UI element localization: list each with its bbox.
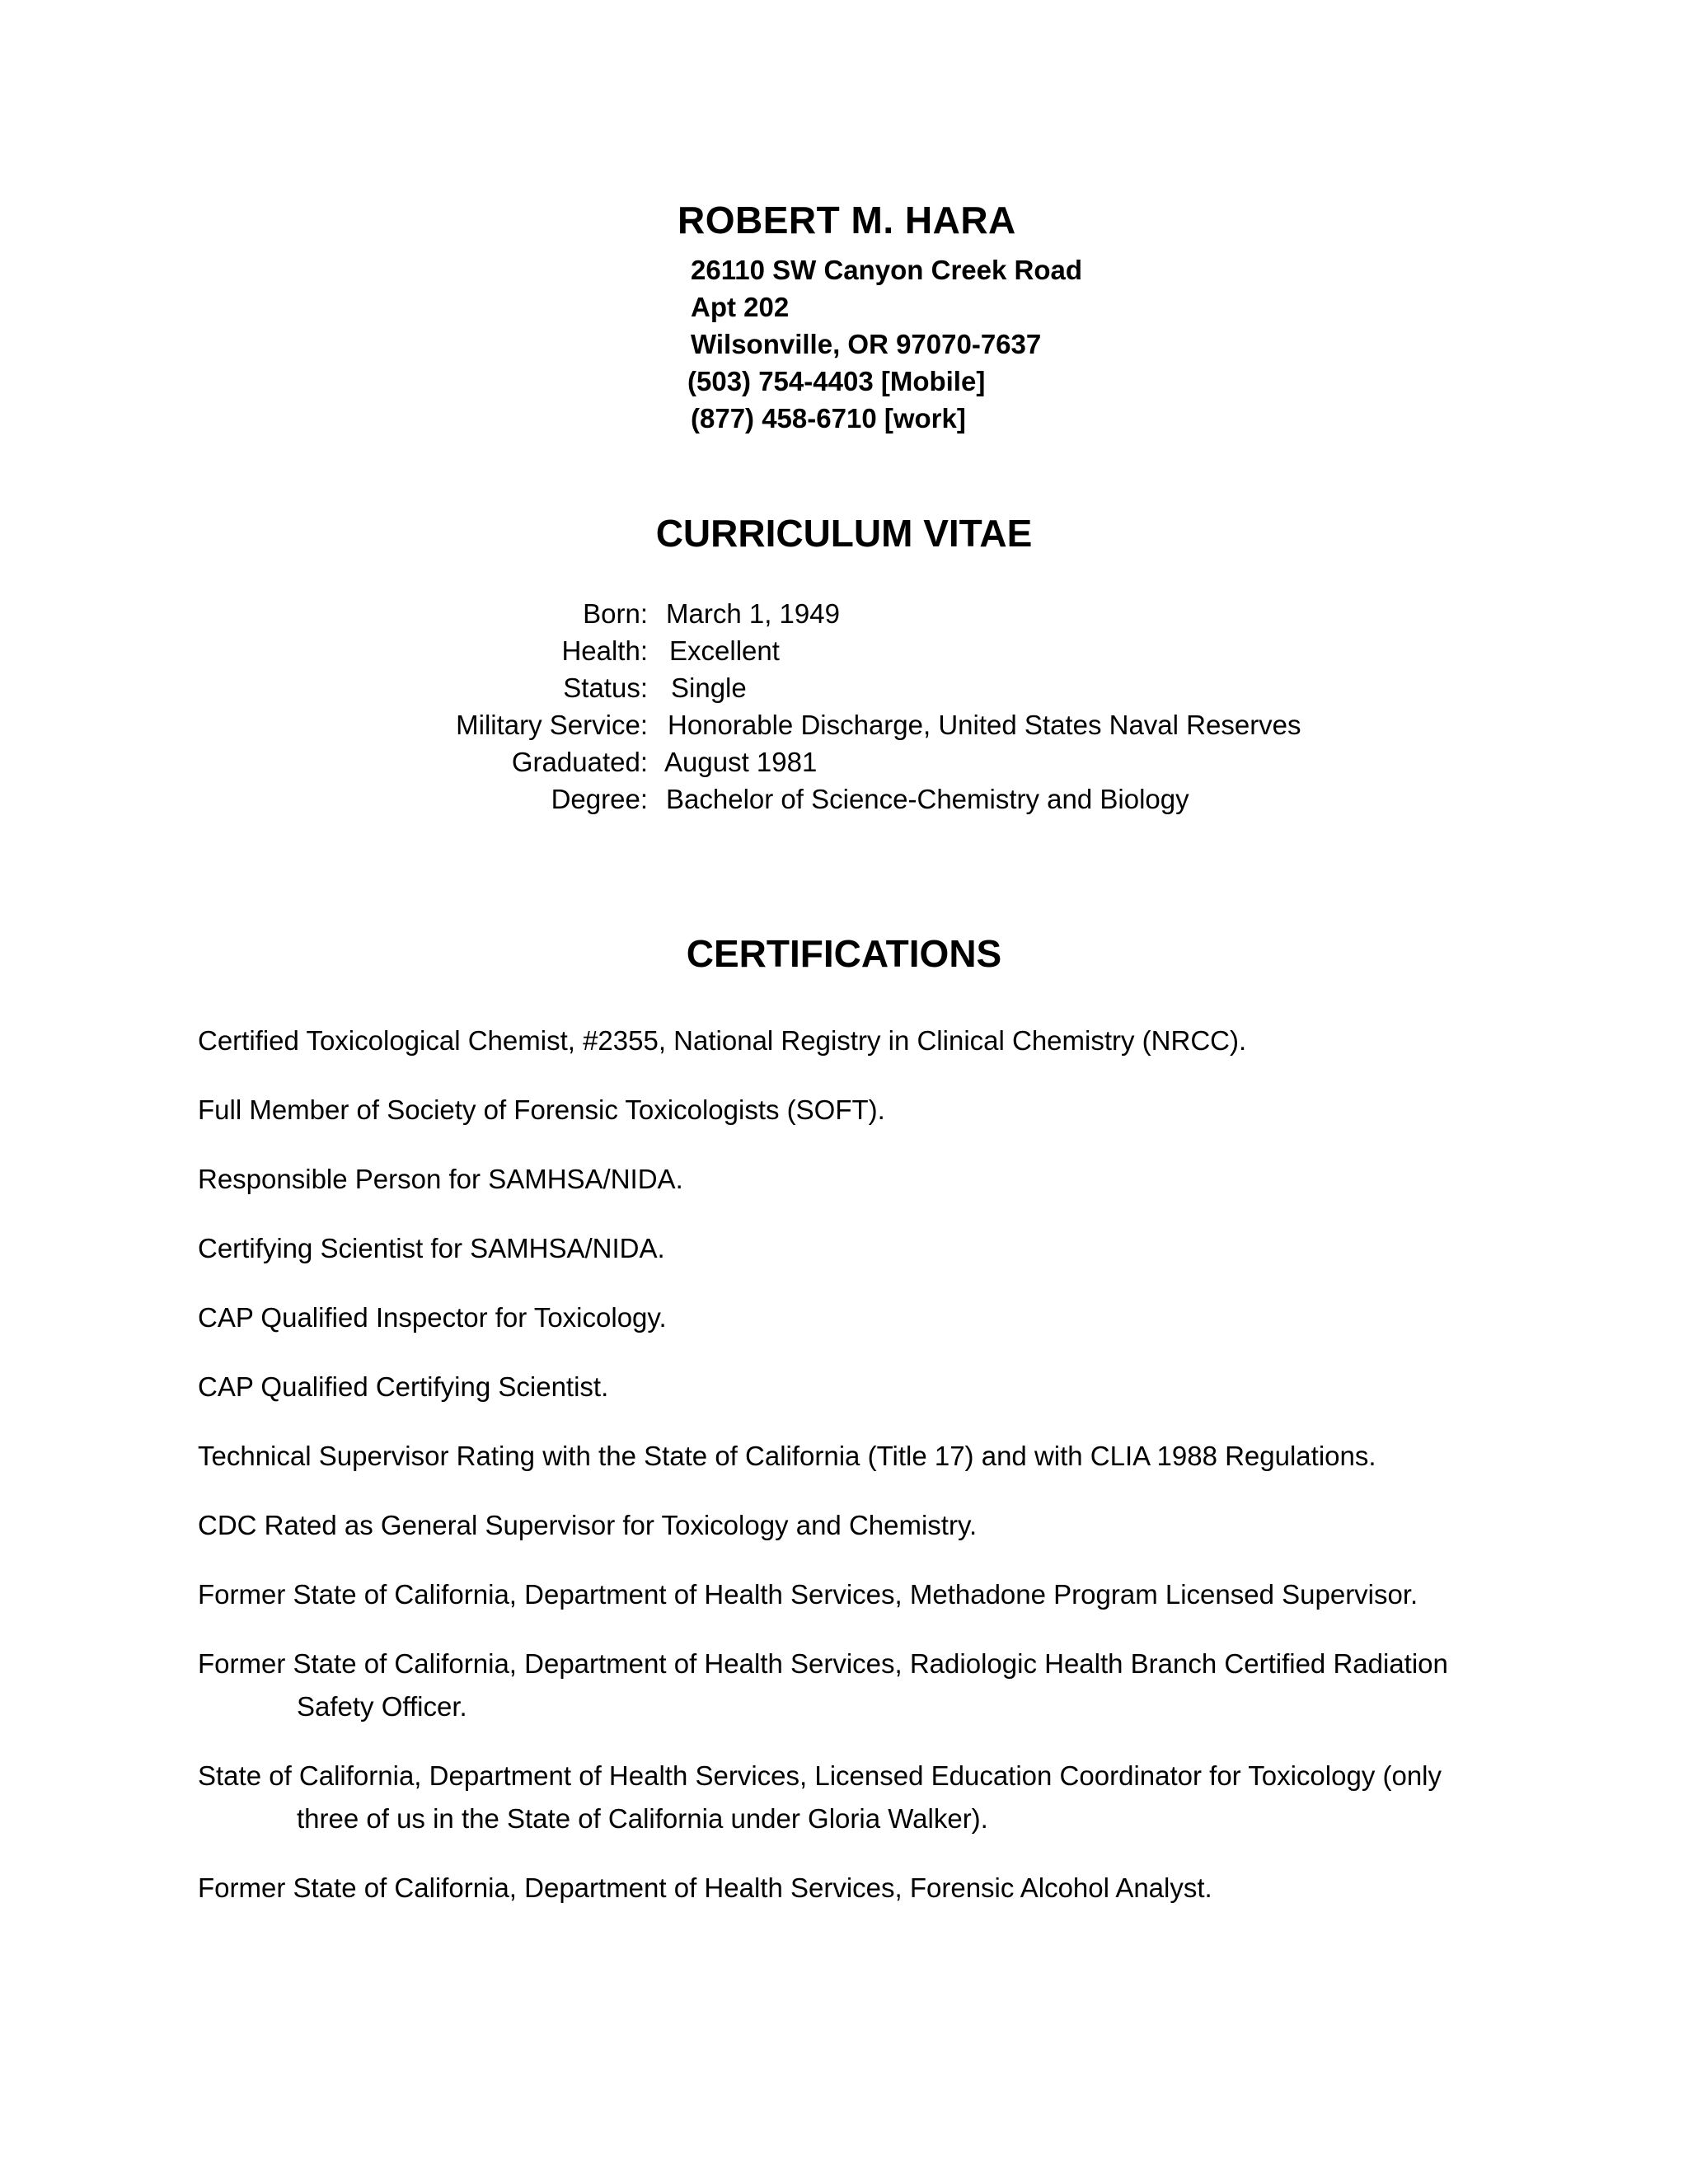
- list-item: [198, 1755, 1517, 1840]
- info-row-born: [0, 595, 1688, 632]
- info-value: March 1, 1949: [666, 598, 840, 629]
- personal-info: [0, 595, 1688, 818]
- cert-text: State of California, Department of Health Services, Licensed Education Coordinator for Toxicology (only: [198, 1760, 1442, 1791]
- cert-text: Former State of California, Department of Health Services, Methadone Program Licensed Supervisor.: [198, 1579, 1418, 1610]
- applicant-name: ROBERT M. HARA: [678, 199, 1016, 241]
- cert-text: Former State of California, Department of Health Services, Forensic Alcohol Analyst.: [198, 1872, 1212, 1903]
- info-label: Military Service:: [456, 710, 648, 740]
- list-item: [198, 1643, 1517, 1728]
- info-label: Born:: [583, 598, 648, 629]
- info-value: August 1981: [664, 747, 818, 777]
- list-item: [198, 1227, 1517, 1270]
- info-row-military: [0, 706, 1688, 743]
- phone-work: (877) 458-6710 [work]: [691, 403, 966, 434]
- cert-text: Certifying Scientist for SAMHSA/NIDA.: [198, 1233, 665, 1263]
- certifications-title: CERTIFICATIONS: [686, 932, 1002, 975]
- certifications-list: [198, 1019, 1517, 1936]
- list-item: [198, 1296, 1517, 1339]
- cv-title: CURRICULUM VITAE: [655, 512, 1033, 555]
- info-label: Graduated:: [511, 747, 648, 777]
- address-apartment: Apt 202: [691, 292, 790, 322]
- info-row-status: [0, 669, 1688, 706]
- info-row-health: [0, 632, 1688, 669]
- cert-text: Responsible Person for SAMHSA/NIDA.: [198, 1164, 683, 1194]
- info-row-graduated: [0, 743, 1688, 780]
- list-item: [198, 1366, 1517, 1408]
- address-street: 26110 SW Canyon Creek Road: [691, 255, 1083, 285]
- list-item: [198, 1089, 1517, 1132]
- info-value: Bachelor of Science-Chemistry and Biology: [666, 784, 1189, 814]
- info-value: Honorable Discharge, United States Naval Reserves: [668, 710, 1301, 740]
- phone-mobile: (503) 754-4403 [Mobile]: [687, 366, 986, 396]
- cert-text-continued: three of us in the State of California under Gloria Walker).: [297, 1803, 988, 1834]
- list-item: [198, 1158, 1517, 1201]
- cert-text-continued: Safety Officer.: [297, 1691, 467, 1722]
- info-label: Status:: [563, 673, 648, 703]
- cert-text: Certified Toxicological Chemist, #2355, National Registry in Clinical Chemistry (NRCC).: [198, 1025, 1247, 1056]
- list-item: [198, 1019, 1517, 1062]
- cert-text: CAP Qualified Inspector for Toxicology.: [198, 1302, 667, 1333]
- info-value: Single: [671, 673, 747, 703]
- address-city-state-zip: Wilsonville, OR 97070-7637: [691, 329, 1042, 359]
- cert-text: CDC Rated as General Supervisor for Toxicology and Chemistry.: [198, 1510, 978, 1540]
- info-label: Health:: [561, 635, 648, 666]
- list-item: [198, 1435, 1517, 1478]
- contact-block: [687, 251, 1083, 437]
- info-label: Degree:: [551, 784, 648, 814]
- cert-text: Technical Supervisor Rating with the State of California (Title 17) and with CLIA 1988 Regulations.: [198, 1441, 1376, 1471]
- cert-text: CAP Qualified Certifying Scientist.: [198, 1371, 609, 1402]
- cert-text: Former State of California, Department of Health Services, Radiologic Health Branch Certified Radiation: [198, 1648, 1448, 1679]
- list-item: [198, 1573, 1517, 1616]
- list-item: [198, 1504, 1517, 1547]
- info-value: Excellent: [669, 635, 780, 666]
- cert-text: Full Member of Society of Forensic Toxicologists (SOFT).: [198, 1094, 885, 1125]
- info-row-degree: [0, 780, 1688, 818]
- list-item: [198, 1867, 1517, 1910]
